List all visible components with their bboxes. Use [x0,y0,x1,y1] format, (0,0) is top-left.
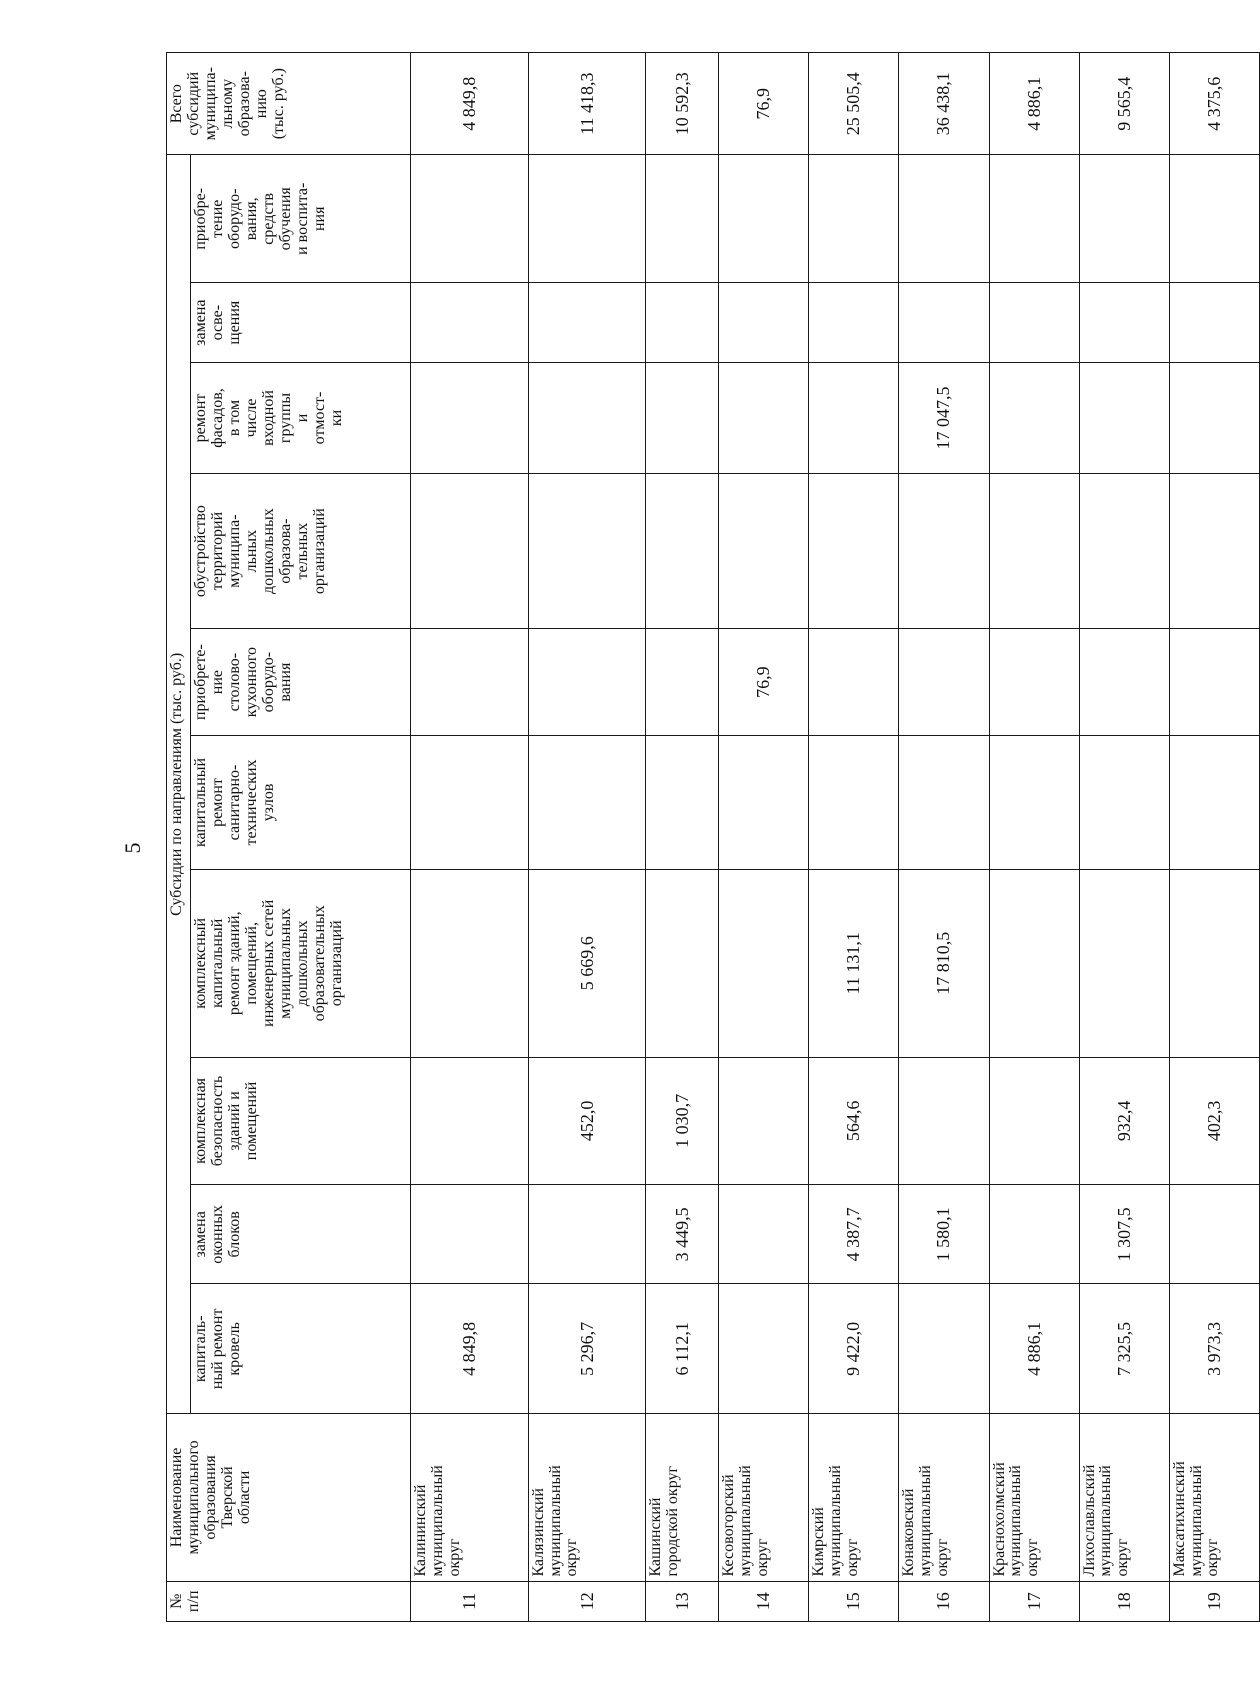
subsidy-cell: 1 030,7 [646,1057,719,1185]
subsidy-cell [1169,473,1259,629]
header-total: Всего субсидий муниципа- льному образова- нию (тыс. руб.) [167,53,411,155]
subsidy-cell [809,155,899,283]
total-cell: 11 418,3 [528,53,646,155]
table-row [1169,53,1259,1622]
subsidy-cell [528,155,646,283]
row-number: 14 [719,1581,809,1621]
municipality-name: Максатихинский муниципальный округ [1169,1414,1259,1581]
subsidy-cell: 1 307,5 [1079,1185,1169,1284]
subsidy-cell [989,1185,1079,1284]
subsidy-cell: 1 580,1 [899,1185,989,1284]
subsidy-cell [719,735,809,869]
subsidy-cell: 6 112,1 [646,1284,719,1414]
subsidy-cell [646,155,719,283]
subsidy-cell [989,473,1079,629]
subsidy-cell [411,1185,529,1284]
header-col-territory: обустройство территорий муниципа- льных дошкольных образова- тельных организаций [191,473,411,629]
subsidy-cell [719,363,809,474]
total-cell: 36 438,1 [899,53,989,155]
table-row [528,53,646,1622]
municipality-name: Лихославльский муниципальный округ [1079,1414,1169,1581]
subsidy-cell [646,363,719,474]
subsidy-cell [809,735,899,869]
subsidy-cell [411,1057,529,1185]
subsidy-cell [989,629,1079,736]
subsidy-cell: 4 886,1 [989,1284,1079,1414]
subsidy-cell: 402,3 [1169,1057,1259,1185]
subsidy-cell [411,363,529,474]
subsidy-cell [719,283,809,363]
subsidy-cell [646,735,719,869]
subsidy-cell [646,283,719,363]
subsidy-cell: 564,6 [809,1057,899,1185]
subsidy-cell [719,1185,809,1284]
subsidy-cell [1169,155,1259,283]
subsidy-cell [411,629,529,736]
subsidy-cell [411,155,529,283]
table-row [899,53,989,1622]
header-col-equipment: приобре- тение оборудо- вания, средств обучения и воспита- ния [191,155,411,283]
municipality-name: Кашинский городской округ [646,1414,719,1581]
row-number: 17 [989,1581,1079,1621]
subsidy-cell [719,155,809,283]
subsidy-cell: 3 449,5 [646,1185,719,1284]
subsidy-cell [719,473,809,629]
subsidy-cell [1079,155,1169,283]
header-col-roof: капиталь- ный ремонт кровель [191,1284,411,1414]
subsidy-cell [989,155,1079,283]
subsidy-cell [528,363,646,474]
subsidy-cell [1169,283,1259,363]
subsidy-cell [1079,870,1169,1057]
subsidy-cell [528,473,646,629]
subsidy-table-rotated [166,52,1260,1622]
subsidy-cell [1079,629,1169,736]
total-cell: 9 565,4 [1079,53,1169,155]
total-cell: 10 592,3 [646,53,719,155]
subsidy-table [166,52,1260,1622]
subsidy-cell: 5 296,7 [528,1284,646,1414]
table-row [989,53,1079,1622]
subsidy-cell [1169,629,1259,736]
subsidy-cell [809,283,899,363]
subsidy-cell [899,1057,989,1185]
header-name: Наименование муниципального образования Тверской области [167,1414,411,1581]
subsidy-cell [899,1284,989,1414]
header-num: № п/п [167,1581,411,1621]
subsidy-cell [1169,870,1259,1057]
header-col-sanitary: капитальный ремонт санитарно- технических узлов [191,735,411,869]
subsidy-cell [411,283,529,363]
subsidy-cell [1079,363,1169,474]
municipality-name: Калининский муниципальный округ [411,1414,529,1581]
row-number: 13 [646,1581,719,1621]
subsidy-cell: 7 325,5 [1079,1284,1169,1414]
municipality-name: Калязинский муниципальный округ [528,1414,646,1581]
subsidy-cell [528,1185,646,1284]
row-number: 16 [899,1581,989,1621]
header-col-complex-repair: комплексный капитальный ремонт зданий, помещений, инженерных сетей муниципальных дошкольных образовательных организаций [191,870,411,1057]
subsidy-cell: 4 849,8 [411,1284,529,1414]
subsidy-cell: 4 387,7 [809,1185,899,1284]
row-number: 15 [809,1581,899,1621]
header-col-lighting: замена осве- щения [191,283,411,363]
subsidy-cell [899,155,989,283]
total-cell: 25 505,4 [809,53,899,155]
municipality-name: Конаковский муниципальный округ [899,1414,989,1581]
subsidy-cell [646,870,719,1057]
municipality-name: Кимрский муниципальный округ [809,1414,899,1581]
table-row [411,53,529,1622]
total-cell: 76,9 [719,53,809,155]
total-cell: 4 849,8 [411,53,529,155]
page-number: 5 [120,842,145,854]
subsidy-cell [899,473,989,629]
subsidy-cell [1169,363,1259,474]
table-row [646,53,719,1622]
table-row [809,53,899,1622]
subsidy-cell [899,283,989,363]
subsidy-cell [528,735,646,869]
subsidy-cell: 76,9 [719,629,809,736]
table-row [1079,53,1169,1622]
subsidy-cell [809,473,899,629]
subsidy-cell [719,1057,809,1185]
row-number: 12 [528,1581,646,1621]
subsidy-cell [411,870,529,1057]
subsidy-cell [1079,473,1169,629]
subsidy-cell [411,473,529,629]
subsidy-cell: 5 669,6 [528,870,646,1057]
row-number: 11 [411,1581,529,1621]
subsidy-cell [719,1284,809,1414]
subsidy-cell: 9 422,0 [809,1284,899,1414]
subsidy-cell [809,363,899,474]
subsidy-cell [1169,735,1259,869]
municipality-name: Кесовогорский муниципальный округ [719,1414,809,1581]
subsidy-cell: 932,4 [1079,1057,1169,1185]
header-col-windows: замена оконных блоков [191,1185,411,1284]
total-cell: 4 886,1 [989,53,1079,155]
subsidy-cell [646,473,719,629]
subsidy-cell: 11 131,1 [809,870,899,1057]
subsidy-cell [989,1057,1079,1185]
subsidy-cell [1079,735,1169,869]
subsidy-cell [1079,283,1169,363]
subsidy-cell [989,363,1079,474]
subsidy-cell: 3 973,3 [1169,1284,1259,1414]
subsidy-cell [989,283,1079,363]
table-row [719,53,809,1622]
subsidy-cell [899,629,989,736]
subsidy-cell: 17 810,5 [899,870,989,1057]
row-number: 18 [1079,1581,1169,1621]
subsidy-cell [899,735,989,869]
header-col-kitchen: приобрете- ние столово- кухонного оборудо- вания [191,629,411,736]
header-subsidies-group: Субсидии по направлениям (тыс. руб.) [167,155,191,1414]
total-cell: 4 375,6 [1169,53,1259,155]
subsidy-cell [646,629,719,736]
subsidy-cell [528,283,646,363]
subsidy-cell [809,629,899,736]
subsidy-cell [989,870,1079,1057]
subsidy-cell [1169,1185,1259,1284]
subsidy-cell [411,735,529,869]
subsidy-cell [528,629,646,736]
row-number: 19 [1169,1581,1259,1621]
subsidy-cell [989,735,1079,869]
header-col-facade: ремонт фасадов, в том числе входной группы и отмост- ки [191,363,411,474]
header-col-safety: комплексная безопасность зданий и помещений [191,1057,411,1185]
subsidy-cell [719,870,809,1057]
subsidy-cell: 17 047,5 [899,363,989,474]
municipality-name: Краснохолмский муниципальный округ [989,1414,1079,1581]
subsidy-cell: 452,0 [528,1057,646,1185]
